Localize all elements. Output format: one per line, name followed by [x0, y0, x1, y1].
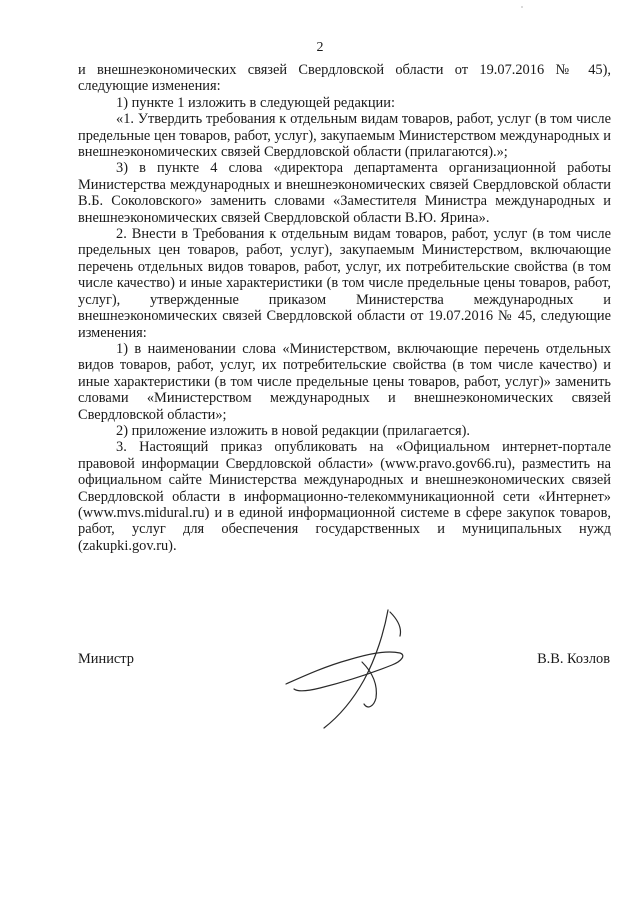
page-number: 2 — [316, 40, 324, 55]
paragraph-5: 2. Внести в Требования к отдельным видам товаров, работ, услуг (в том числе предельных цен товаров, работ, услуг), закупаемым Министерством, включающие перечень отдельных видов товаров, работ, услуг, их потребительские свойства (в том числе качество) и иные характеристики (в том числе предельные цены товаров, работ, услуг), утвержденные приказом Министерства международных и внешнеэкономических связей Свердловской области от 19.07.2016 № 45, следующие изменения: — [78, 226, 611, 341]
paragraph-4: 3) в пункте 4 слова «директора департамента организационной работы Министерства международных и внешнеэкономических связей Свердловской области В.Б. Соколовского» заменить словами «Заместителя Министра международных и внешнеэкономических связей Свердловской области В.Ю. Ярина». — [78, 160, 611, 226]
signatory-position: Министр — [78, 651, 134, 667]
paragraph-6: 1) в наименовании слова «Министерством, включающие перечень отдельных видов товаров, работ, услуг, их потребительские свойства (в том числе качество) и иные характеристики (в том числе предельные цены товаров, работ, услуг)» заменить словами «Министерством международных и внешнеэкономических связей Свердловской области»; — [78, 340, 611, 423]
paragraph-3: «1. Утвердить требования к отдельным видам товаров, работ, услуг (в том числе предельные цен товаров, работ, услуг), закупаемым Министерством международных и внешнеэкономических связей Свердловской области (прилагаются).»; — [78, 111, 611, 161]
paragraph-8: 3. Настоящий приказ опубликовать на «Официальном интернет-портале правовой информации Свердловской области» (www.pravo.gov66.ru), разместить на официальном сайте Министерства международных и внешнеэкономических связей Свердловской области в информационно-телекоммуникационной сети «Интернет» (www.mvs.midural.ru) и в единой информационной системе в сфере закупок товаров, работ, услуг для обеспечения государственных и муниципальных нужд (zakupki.gov.ru). — [78, 439, 611, 554]
paragraph-2: 1) пункте 1 изложить в следующей редакции: — [116, 94, 395, 111]
signatory-name: В.В. Козлов — [537, 651, 610, 667]
paragraph-1: и внешнеэкономических связей Свердловской области от 19.07.2016 № 45), следующие изменения: — [78, 62, 611, 95]
document-body — [78, 62, 611, 554]
paragraph-7: 2) приложение изложить в новой редакции (прилагается). — [116, 422, 470, 439]
handwritten-signature — [282, 606, 417, 732]
scan-speck — [521, 6, 523, 8]
